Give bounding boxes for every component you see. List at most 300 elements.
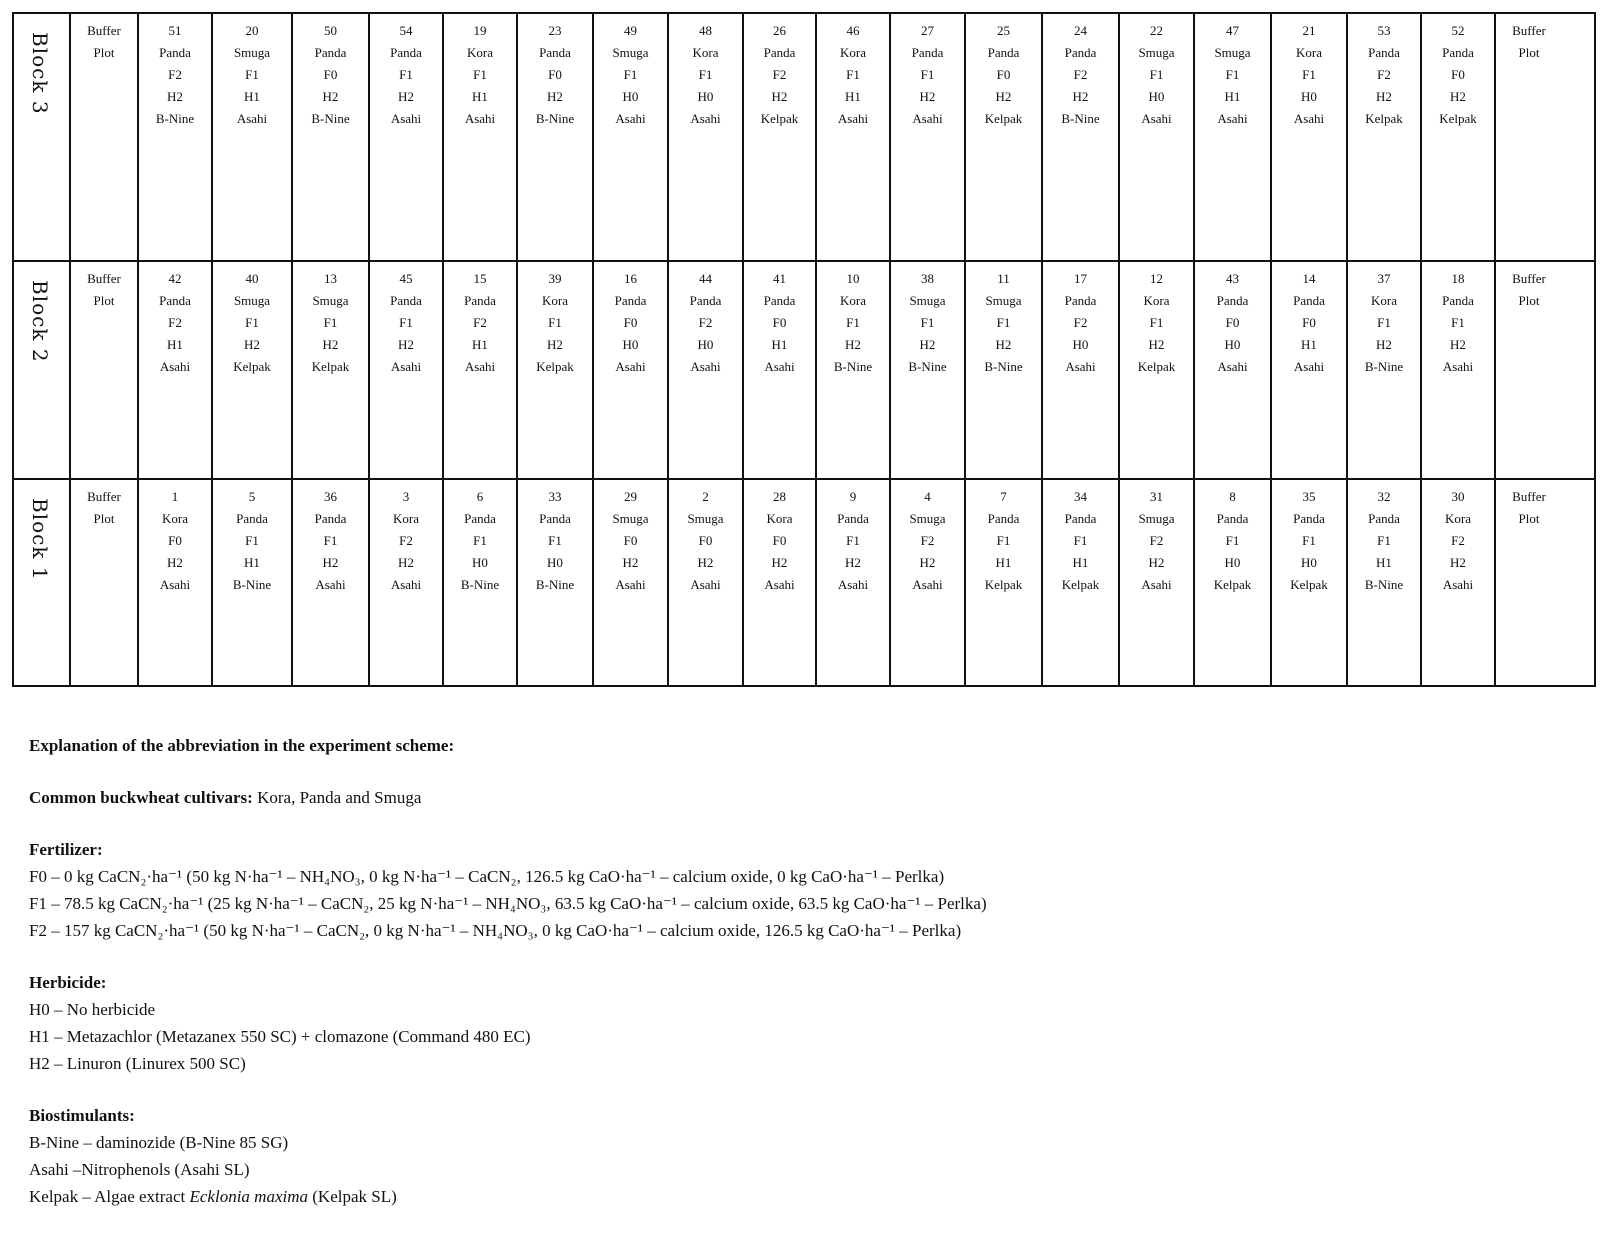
plot-line: 35: [1302, 489, 1316, 504]
plot-line: Buffer: [87, 489, 121, 504]
plot-line: F1: [323, 315, 338, 330]
plot-line: Asahi: [464, 359, 496, 374]
plot-line: H2: [771, 89, 788, 104]
cultivars-label: Common buckwheat cultivars:: [29, 788, 253, 807]
plot-line: Asahi: [159, 577, 191, 592]
plot-line: F1: [846, 315, 860, 330]
plot-line: H2: [167, 89, 183, 104]
plot-cell: [1348, 14, 1422, 260]
biostimulants-label: Biostimulants:: [29, 1106, 135, 1125]
kelpak-prefix: Kelpak – Algae extract: [29, 1187, 190, 1206]
block-label: [14, 14, 71, 260]
plot-line: Asahi: [615, 359, 646, 374]
plot-line: Asahi: [615, 111, 646, 126]
plot-line: H2: [398, 555, 414, 570]
plot-cell: [1195, 14, 1272, 260]
plot-line: F1: [1451, 315, 1465, 330]
plot-line: B-Nine: [984, 359, 1023, 374]
plot-line: H2: [1148, 555, 1165, 570]
plot-line: Panda: [987, 511, 1020, 526]
plot-line: F0: [623, 315, 638, 330]
plot-line: Asahi: [390, 359, 422, 374]
plot-line: 2: [702, 489, 709, 504]
plot-line: H2: [244, 337, 260, 352]
plot-line: Kelpak: [984, 577, 1023, 592]
plot-line: H2: [1450, 89, 1466, 104]
plot-line: H1: [244, 555, 260, 570]
plot-line: F1: [245, 533, 259, 548]
plot-cell: [1272, 480, 1348, 685]
plot-line: H0: [472, 555, 488, 570]
plot-line: Asahi: [1141, 111, 1172, 126]
plot-line: 4: [924, 489, 931, 504]
plot-line: Asahi: [390, 111, 422, 126]
plot-cell: [370, 262, 444, 478]
plot-line: H1: [845, 89, 861, 104]
plot-line: B-Nine: [232, 577, 272, 592]
plot-line: Panda: [1064, 293, 1097, 308]
plot-line: Panda: [1216, 293, 1249, 308]
plot-line: Asahi: [764, 577, 795, 592]
plot-line: H2: [322, 89, 339, 104]
plot-cell: [444, 14, 518, 260]
plot-line: F0: [1451, 67, 1465, 82]
plot-line: H1: [995, 555, 1012, 570]
plot-line: Panda: [314, 45, 347, 60]
plot-cell: [669, 480, 744, 685]
plot-line: Plot: [93, 45, 115, 60]
plot-line: 16: [624, 271, 637, 286]
plot-cell: [1348, 480, 1422, 685]
plot-line: Kora: [840, 45, 866, 60]
plot-line: F2: [1073, 315, 1088, 330]
plot-line: Panda: [159, 293, 191, 308]
plot-line: Panda: [1064, 45, 1097, 60]
plot-line: Asahi: [764, 359, 795, 374]
plot-line: H2: [995, 89, 1012, 104]
plot-line: H2: [398, 89, 414, 104]
plot-line: Asahi: [1442, 359, 1474, 374]
plot-line: 8: [1229, 489, 1236, 504]
plot-line: 17: [1074, 271, 1087, 286]
plot-cell: [444, 480, 518, 685]
plot-line: 47: [1226, 23, 1239, 38]
plot-line: H2: [1376, 89, 1392, 104]
plot-line: Panda: [159, 45, 191, 60]
plot-line: Panda: [236, 511, 268, 526]
plot-line: Smuga: [312, 293, 349, 308]
plot-line: H0: [1148, 89, 1165, 104]
plot-cell: [817, 262, 891, 478]
buffer-plot: [1496, 14, 1562, 260]
plot-line: 34: [1074, 489, 1087, 504]
plot-line: F1: [920, 67, 935, 82]
plot-cell: [594, 262, 669, 478]
plot-line: H1: [167, 337, 183, 352]
plot-line: Smuga: [233, 293, 271, 308]
plot-line: Asahi: [464, 111, 496, 126]
plot-line: 3: [402, 489, 410, 504]
plot-line: Asahi: [1293, 111, 1325, 126]
plot-line: F0: [996, 67, 1011, 82]
plot-line: F1: [623, 67, 638, 82]
plot-line: Kora: [467, 45, 493, 60]
plot-line: 32: [1377, 489, 1391, 504]
plot-line: H1: [771, 337, 788, 352]
plot-line: Panda: [314, 511, 347, 526]
plot-cell: [293, 262, 370, 478]
fertilizer-f0: F0 – 0 kg CaCN₂·ha⁻¹ (50 kg N·ha⁻¹ – NH₄NO₃, 0 kg N·ha⁻¹ – CaCN₂, 126.5 kg CaO·ha⁻¹ – calcium oxide, 0 kg CaO·ha⁻¹ – Perlka): [29, 867, 945, 886]
plot-line: Panda: [539, 511, 571, 526]
plot-cell: [1120, 14, 1195, 260]
plot-line: Buffer: [1512, 489, 1546, 504]
plot-line: 22: [1150, 23, 1163, 38]
plot-line: Panda: [1368, 45, 1400, 60]
plot-cell: [594, 14, 669, 260]
plot-line: Asahi: [1217, 111, 1248, 126]
legend-heading: Explanation of the abbreviation in the experiment scheme:: [29, 736, 455, 755]
plot-line: Buffer: [87, 23, 121, 38]
plot-line: H1: [244, 89, 260, 104]
plot-cell: [1422, 14, 1496, 260]
plot-line: B-Nine: [1364, 359, 1404, 374]
plot-line: Asahi: [690, 577, 721, 592]
plot-line: F2: [1149, 533, 1164, 548]
plot-line: F0: [772, 315, 787, 330]
plot-line: 46: [846, 23, 860, 38]
plot-line: Smuga: [1138, 45, 1175, 60]
block-label-text: Block 2: [27, 280, 52, 363]
abbreviation-legend: [29, 732, 1589, 1210]
plot-line: F0: [698, 533, 713, 548]
plot-line: F2: [772, 67, 787, 82]
herbicide-h2: H2 – Linuron (Linurex 500 SC): [29, 1054, 246, 1073]
plot-line: Asahi: [690, 111, 721, 126]
cultivars-line: [29, 784, 1589, 811]
plot-line: H1: [1376, 555, 1392, 570]
plot-line: Panda: [911, 45, 944, 60]
plot-cell: [966, 14, 1043, 260]
plot-line: H1: [1301, 337, 1317, 352]
plot-line: F0: [548, 67, 562, 82]
plot-line: F0: [1302, 315, 1316, 330]
plot-line: Plot: [93, 293, 115, 308]
plot-line: 45: [399, 271, 413, 286]
plot-line: F2: [168, 67, 182, 82]
plot-line: H2: [322, 555, 339, 570]
plot-line: Panda: [464, 511, 496, 526]
plot-line: F0: [323, 67, 338, 82]
plot-line: Asahi: [1217, 359, 1248, 374]
plot-cell: [1195, 480, 1272, 685]
plot-line: H2: [167, 555, 183, 570]
plot-cell: [1120, 480, 1195, 685]
plot-line: 20: [245, 23, 259, 38]
plot-line: F1: [399, 315, 413, 330]
block-row: [14, 260, 1594, 478]
block-label-text: Block 3: [27, 32, 52, 115]
plot-line: Panda: [987, 45, 1020, 60]
plot-line: B-Nine: [1061, 111, 1100, 126]
plot-line: Kora: [162, 511, 188, 526]
plot-cell: [1043, 262, 1120, 478]
plot-line: Asahi: [315, 577, 346, 592]
plot-line: Panda: [1064, 511, 1097, 526]
biostimulant-bnine: B-Nine – daminozide (B-Nine 85 SG): [29, 1133, 289, 1152]
plot-line: H0: [622, 89, 639, 104]
plot-cell: [669, 14, 744, 260]
plot-cell: [518, 262, 594, 478]
plot-line: 5: [248, 489, 256, 504]
buffer-plot: [1496, 480, 1562, 685]
plot-line: H2: [1450, 337, 1466, 352]
plot-line: 43: [1226, 271, 1239, 286]
plot-line: Asahi: [615, 577, 646, 592]
herbicide-h0: H0 – No herbicide: [29, 1000, 156, 1019]
plot-line: H0: [547, 555, 563, 570]
plot-cell: [669, 262, 744, 478]
plot-line: Plot: [93, 511, 115, 526]
plot-cell: [213, 14, 293, 260]
plot-line: F1: [245, 315, 259, 330]
plot-line: 21: [1302, 23, 1316, 38]
plot-line: B-Nine: [1364, 577, 1404, 592]
plot-line: F1: [1225, 533, 1240, 548]
plot-line: H2: [697, 555, 714, 570]
plot-line: H1: [472, 337, 488, 352]
plot-line: H2: [322, 337, 339, 352]
buffer-plot: [1496, 262, 1562, 478]
plot-line: B-Nine: [460, 577, 500, 592]
plot-line: B-Nine: [535, 111, 575, 126]
plot-line: H2: [1376, 337, 1392, 352]
plot-line: Panda: [763, 293, 796, 308]
plot-line: F1: [1149, 67, 1164, 82]
plot-cell: [444, 262, 518, 478]
plot-line: H0: [622, 337, 639, 352]
cultivars-text: Kora, Panda and Smuga: [252, 788, 422, 807]
plot-line: Panda: [539, 45, 571, 60]
plot-line: 52: [1451, 23, 1465, 38]
plot-line: Kelpak: [1290, 577, 1328, 592]
plot-line: Panda: [1442, 293, 1474, 308]
plot-line: H2: [1450, 555, 1466, 570]
plot-line: 41: [773, 271, 786, 286]
block-row: [14, 478, 1594, 685]
plot-line: F1: [920, 315, 935, 330]
plot-line: 54: [399, 23, 413, 38]
plot-line: 26: [773, 23, 786, 38]
plot-line: Panda: [1293, 511, 1325, 526]
plot-line: F2: [473, 315, 487, 330]
plot-line: 37: [1377, 271, 1391, 286]
plot-cell: [891, 480, 966, 685]
fertilizer-f1: F1 – 78.5 kg CaCN₂·ha⁻¹ (25 kg N·ha⁻¹ – CaCN₂, 25 kg N·ha⁻¹ – NH₄NO₃, 63.5 kg CaO·ha⁻¹ – calcium oxide, 63.5 kg CaO·ha⁻¹ – Perlka): [29, 894, 987, 913]
plot-line: 42: [168, 271, 182, 286]
plot-cell: [1043, 480, 1120, 685]
plot-line: Plot: [1518, 511, 1540, 526]
plot-line: Asahi: [236, 111, 268, 126]
plot-line: 13: [324, 271, 337, 286]
plot-line: H2: [845, 555, 861, 570]
plot-line: Smuga: [909, 293, 946, 308]
plot-line: Kelpak: [760, 111, 799, 126]
plot-line: F2: [920, 533, 935, 548]
plot-line: H2: [919, 555, 936, 570]
plot-line: 19: [473, 23, 487, 38]
plot-line: Kora: [1296, 45, 1322, 60]
plot-cell: [1272, 14, 1348, 260]
plot-line: Asahi: [837, 111, 869, 126]
plot-line: Kelpak: [1439, 111, 1477, 126]
plot-line: H1: [472, 89, 488, 104]
plot-line: 38: [921, 271, 934, 286]
plot-line: H0: [1301, 555, 1317, 570]
plot-cell: [1195, 262, 1272, 478]
plot-line: F2: [1377, 67, 1391, 82]
plot-line: 31: [1150, 489, 1163, 504]
experiment-scheme: [12, 12, 1596, 687]
plot-line: 25: [997, 23, 1010, 38]
plot-cell: [744, 480, 817, 685]
plot-cell: [744, 14, 817, 260]
plot-line: Kelpak: [1213, 577, 1252, 592]
plot-line: Kora: [393, 511, 419, 526]
plot-line: 30: [1451, 489, 1465, 504]
plot-cell: [139, 480, 213, 685]
plot-line: Smuga: [612, 45, 649, 60]
plot-line: B-Nine: [833, 359, 873, 374]
plot-line: F1: [1302, 67, 1316, 82]
plot-line: F0: [1225, 315, 1240, 330]
plot-line: H0: [1224, 555, 1241, 570]
plot-cell: [594, 480, 669, 685]
plot-line: 12: [1150, 271, 1163, 286]
plot-line: 10: [846, 271, 860, 286]
plot-line: H2: [1072, 89, 1089, 104]
plot-line: H2: [547, 89, 563, 104]
plot-line: Asahi: [690, 359, 721, 374]
plot-line: Kelpak: [984, 111, 1023, 126]
biostimulant-asahi: Asahi –Nitrophenols (Asahi SL): [29, 1160, 250, 1179]
plot-line: Asahi: [912, 111, 943, 126]
plot-cell: [817, 14, 891, 260]
block-label: [14, 480, 71, 685]
block-label-text: Block 1: [27, 498, 52, 581]
plot-line: 53: [1377, 23, 1391, 38]
plot-line: Panda: [390, 45, 422, 60]
plot-cell: [518, 14, 594, 260]
plot-line: 27: [921, 23, 934, 38]
herbicide-label: Herbicide:: [29, 973, 107, 992]
plot-line: Smuga: [612, 511, 649, 526]
plot-line: 39: [548, 271, 562, 286]
plot-line: F1: [1225, 67, 1240, 82]
plot-line: Kora: [840, 293, 866, 308]
plot-line: Asahi: [912, 577, 943, 592]
plot-line: F1: [548, 533, 562, 548]
plot-line: 23: [548, 23, 562, 38]
plot-line: 28: [773, 489, 786, 504]
plot-line: F1: [473, 67, 487, 82]
plot-line: 11: [997, 271, 1010, 286]
plot-line: F1: [399, 67, 413, 82]
plot-line: F1: [548, 315, 562, 330]
plot-line: Smuga: [1214, 45, 1251, 60]
plot-line: Asahi: [1065, 359, 1096, 374]
plot-line: Kora: [542, 293, 568, 308]
plot-line: Panda: [1216, 511, 1249, 526]
plot-line: H0: [1224, 337, 1241, 352]
plot-line: 48: [699, 23, 712, 38]
plot-cell: [1272, 262, 1348, 478]
plot-line: H1: [1224, 89, 1241, 104]
biostimulant-kelpak: [29, 1183, 1589, 1210]
plot-cell: [139, 14, 213, 260]
plot-line: F1: [245, 67, 259, 82]
plot-cell: [213, 480, 293, 685]
plot-line: H2: [547, 337, 563, 352]
plot-line: F2: [698, 315, 713, 330]
plot-line: F2: [1073, 67, 1088, 82]
plot-cell: [213, 262, 293, 478]
plot-cell: [966, 480, 1043, 685]
plot-line: Smuga: [1138, 511, 1175, 526]
buffer-plot: [71, 262, 139, 478]
plot-line: Asahi: [159, 359, 191, 374]
plot-line: 51: [168, 23, 182, 38]
plot-line: 6: [476, 489, 484, 504]
plot-line: Kelpak: [1137, 359, 1176, 374]
plot-line: Asahi: [1293, 359, 1325, 374]
plot-line: F1: [1377, 533, 1391, 548]
plot-line: Asahi: [1442, 577, 1474, 592]
plot-line: Panda: [464, 293, 496, 308]
plot-line: Kelpak: [1365, 111, 1403, 126]
plot-line: H0: [697, 337, 714, 352]
plot-line: F1: [846, 67, 860, 82]
plot-line: Panda: [390, 293, 422, 308]
plot-line: H2: [919, 89, 936, 104]
plot-line: Kora: [692, 45, 719, 60]
fertilizer-f2: F2 – 157 kg CaCN₂·ha⁻¹ (50 kg N·ha⁻¹ – CaCN₂, 0 kg N·ha⁻¹ – NH₄NO₃, 0 kg CaO·ha⁻¹ – calcium oxide, 126.5 kg CaO·ha⁻¹ – Perlka): [29, 921, 962, 940]
plot-line: 18: [1451, 271, 1465, 286]
plot-line: Panda: [837, 511, 869, 526]
kelpak-species: Ecklonia maxima: [189, 1187, 308, 1206]
kelpak-suffix: (Kelpak SL): [308, 1187, 397, 1206]
plot-line: 50: [324, 23, 337, 38]
plot-line: H1: [1072, 555, 1089, 570]
plot-line: Panda: [763, 45, 796, 60]
plot-cell: [1348, 262, 1422, 478]
plot-line: Panda: [1293, 293, 1325, 308]
plot-line: Smuga: [233, 45, 271, 60]
plot-line: 40: [245, 271, 259, 286]
plot-cell: [518, 480, 594, 685]
plot-line: Kelpak: [536, 359, 574, 374]
block-row: [14, 14, 1594, 260]
herbicide-h1: H1 – Metazachlor (Metazanex 550 SC) + clomazone (Command 480 EC): [29, 1027, 531, 1046]
plot-cell: [1422, 262, 1496, 478]
plot-line: F0: [623, 533, 638, 548]
plot-line: Plot: [1518, 293, 1540, 308]
plot-line: F1: [323, 533, 338, 548]
plot-line: F1: [1302, 533, 1316, 548]
plot-line: Asahi: [1141, 577, 1172, 592]
plot-line: Plot: [1518, 45, 1540, 60]
plot-line: F1: [996, 533, 1011, 548]
plot-line: F1: [1377, 315, 1391, 330]
